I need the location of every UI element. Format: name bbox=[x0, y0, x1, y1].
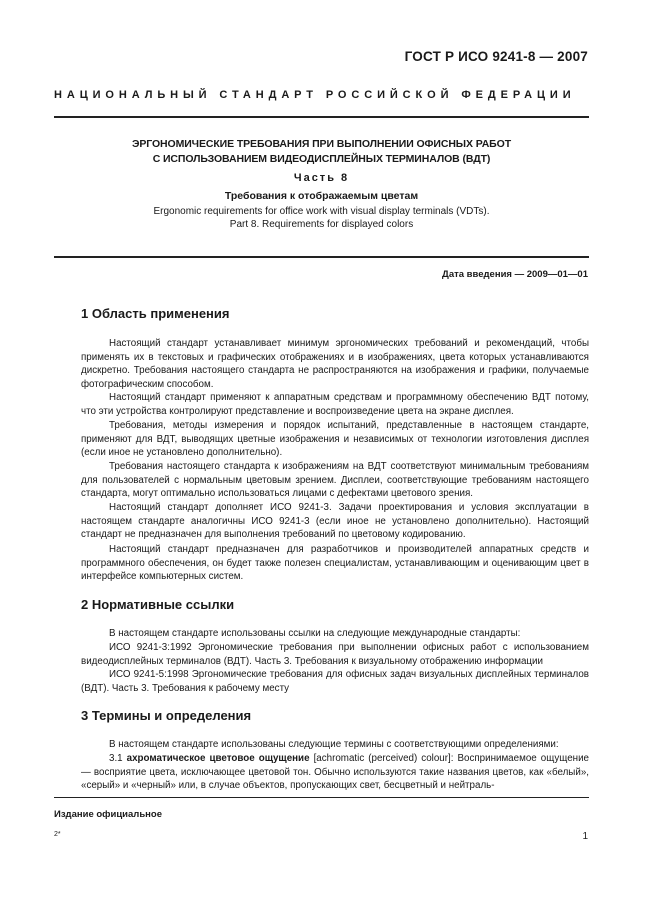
footer-rule bbox=[54, 797, 589, 798]
term-name: ахроматическое цветовое ощущение bbox=[126, 753, 310, 764]
title-line-2: С ИСПОЛЬЗОВАНИЕМ ВИДЕОДИСПЛЕЙНЫХ ТЕРМИНАЛОВ (ВДТ) bbox=[152, 153, 491, 165]
sheet-mark: 2* bbox=[54, 831, 61, 838]
section-3-heading: 3 Термины и определения bbox=[81, 708, 252, 723]
section-1-heading: 1 Область применения bbox=[81, 306, 230, 321]
page-number: 1 bbox=[582, 831, 588, 842]
national-standard-header: НАЦИОНАЛЬНЫЙ СТАНДАРТ РОССИЙСКОЙ ФЕДЕРАЦИИ bbox=[54, 89, 576, 101]
paragraph: Настоящий стандарт предназначен для разработчиков и производителей аппаратных средств и программного обеспечения, он будет также полезен специалистам, устанавливающим и оценивающим цвет в интерфейсе компьютерных систем. bbox=[81, 544, 589, 583]
header-rule bbox=[54, 116, 589, 118]
reference-item: ИСО 9241-3:1992 Эргономические требования при выполнении офисных работ с использованием видеодисплейных терминалов (ВДТ). Часть 3. Требования к визуальному отображению информации bbox=[81, 642, 589, 667]
paragraph: В настоящем стандарте использованы следующие термины с соответствующими определениями: bbox=[109, 739, 559, 750]
paragraph: Настоящий стандарт применяют к аппаратным средствам и программному обеспечению ВДТ потому, что эти устройства контролируют представление и воспроизведение цвета на экране дисплея. bbox=[81, 392, 589, 417]
paragraph: Настоящий стандарт устанавливает минимум эргономических требований и рекомендаций, чтобы применять их в текстовых и графических отображениях и в изображениях, цвета которых устанавливаются дискретно. Требования настоящего стандарта не распространяются на изображения и графики, получаемые фотографическим способом. bbox=[81, 338, 589, 390]
title-line-1: ЭРГОНОМИЧЕСКИЕ ТРЕБОВАНИЯ ПРИ ВЫПОЛНЕНИИ ОФИСНЫХ РАБОТ bbox=[131, 138, 512, 150]
paragraph: Требования настоящего стандарта к изображениям на ВДТ соответствуют минимальным требованиям для пользователей с нормальным цветовым зрением. Дисплеи, соответствующие требованиям настоящего стандарта, могут оптимально использоваться лицами с дефектами цветового зрения. bbox=[81, 461, 589, 500]
paragraph: Настоящий стандарт дополняет ИСО 9241-3. Задачи проектирования и условия эксплуатации в настоящем стандарте аналогичны ИСО 9241-3 (если иное не установлено дополнительно). Настоящий стандарт не предназначен для выполнения требований по цветовому кодированию. bbox=[81, 502, 589, 541]
title-block bbox=[54, 137, 589, 231]
paragraph: Требования, методы измерения и порядок испытаний, представленные в настоящем стандарте, применяют для ВДТ, выводящих цветные изображения и независимых от технологии изготовления дисплея (если иное не установлено дополнительно). bbox=[81, 420, 589, 459]
official-edition-label: Издание официальное bbox=[54, 809, 162, 820]
term-definition: 3.1 ахроматическое цветовое ощущение [achromatic (perceived) colour]: Воспринимаемое ощущение — восприятие цвета, исключающее цветовой тон. Обычно используются такие названия цветов, как «белый», «серый» и «черный» или, в случае объектов, пропускающих свет, бесцветный и нейтраль- bbox=[81, 753, 589, 792]
english-title-line-1: Ergonomic requirements for office work with visual display terminals (VDTs). bbox=[153, 206, 490, 217]
subtitle: Требования к отображаемым цветам bbox=[224, 190, 419, 202]
english-title-line-2: Part 8. Requirements for displayed colors bbox=[229, 219, 414, 230]
title-rule bbox=[54, 256, 589, 258]
paragraph: В настоящем стандарте использованы ссылки на следующие международные стандарты: bbox=[109, 628, 521, 639]
section-2-heading: 2 Нормативные ссылки bbox=[81, 597, 235, 612]
reference-item: ИСО 9241-5:1998 Эргономические требования для офисных задач визуальных дисплейных терминалов (ВДТ). Часть 3. Требования к рабочему месту bbox=[81, 669, 589, 694]
part-label: Часть 8 bbox=[293, 172, 350, 184]
document-code: ГОСТ Р ИСО 9241-8 — 2007 bbox=[404, 49, 588, 64]
introduction-date: Дата введения — 2009—01—01 bbox=[442, 269, 588, 280]
